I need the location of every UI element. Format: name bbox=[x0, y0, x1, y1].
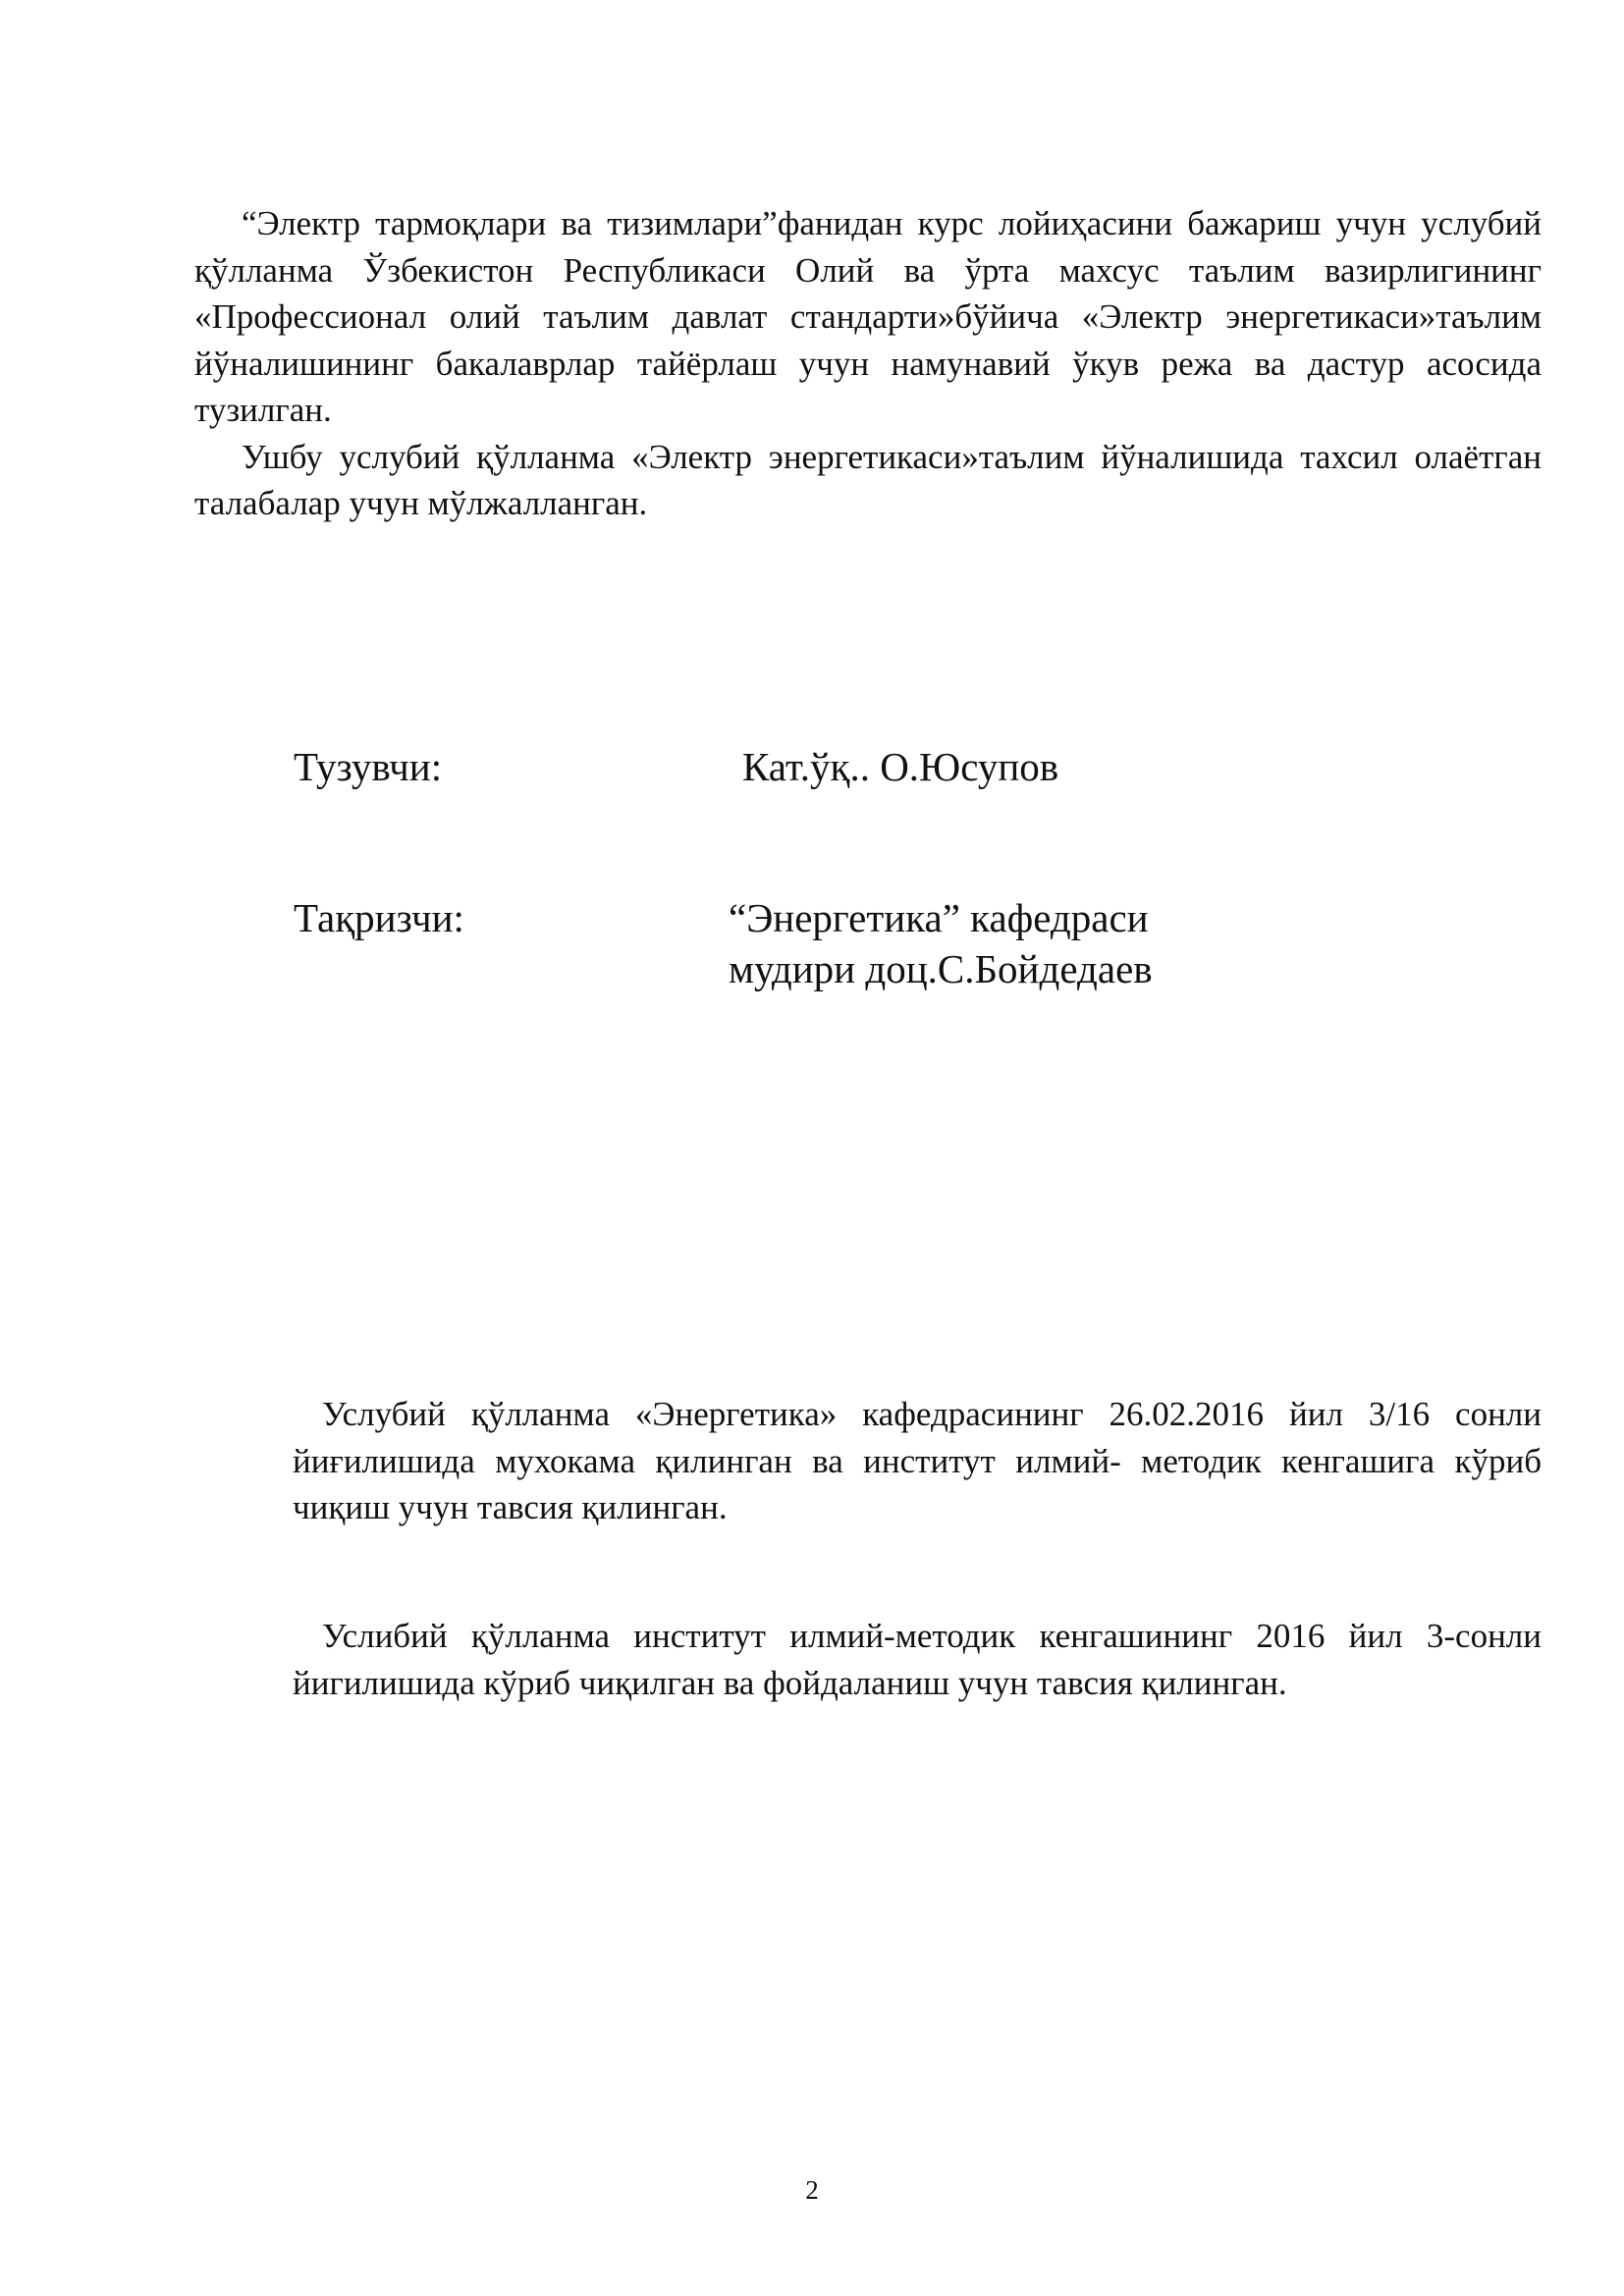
council-approval-note bbox=[293, 1613, 1542, 1706]
approval-paragraph: Услибий қўлланма институт илмий-методик кенгашининг 2016 йил 3-сонли йигилишида кўриб чиқилган ва фойдаланиш учун тавсия қилинган. bbox=[293, 1617, 1542, 1702]
reviewer-department: “Энергетика” кафедраси bbox=[729, 895, 1149, 940]
department-approval-note bbox=[293, 1391, 1542, 1531]
author-label: Тузувчи: bbox=[294, 744, 443, 789]
author-name: Кат.ўқ.. О.Юсупов bbox=[742, 744, 1059, 789]
reviewer-label: Тақризчи: bbox=[294, 895, 464, 940]
intro-paragraph: “Электр тармоқлари ва тизимлари”фанидан курс лойиҳасини бажариш учун услубий қўлланма Ўзбекистон Республикаси Олий ва ўрта махсус таълим вазирлигининг «Профессионал олий таълим давлат стандарти»бўйича «Электр энергетикаси»таълим йўналишининг бакалаврлар тайёрлаш учун намунавий ўкув режа ва дастур асосида тузилган. bbox=[194, 204, 1542, 429]
intro-section bbox=[194, 200, 1542, 527]
reviewer-name: мудири доц.С.Бойдедаев bbox=[729, 946, 1153, 991]
approval-paragraph: Услубий қўлланма «Энергетика» кафедрасининг 26.02.2016 йил 3/16 сонли йиғилишида мухокама қилинган ва институт илмий- методик кенгашига кўриб чиқиш учун тавсия қилинган. bbox=[293, 1395, 1542, 1526]
page-number: 2 bbox=[805, 2175, 819, 2205]
intro-paragraph: Ушбу услубий қўлланма «Электр энергетикаси»таълим йўналишида тахсил олаётган талабалар учун мўлжалланган. bbox=[194, 437, 1542, 522]
